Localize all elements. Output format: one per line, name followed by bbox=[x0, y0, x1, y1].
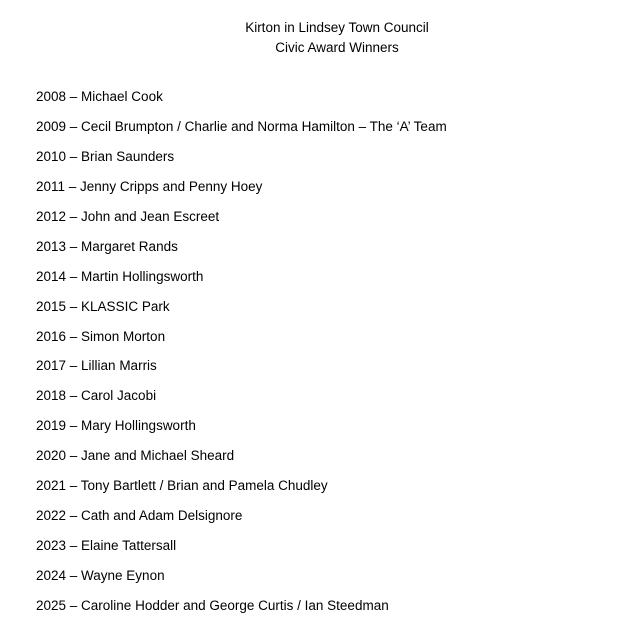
list-item: 2009 – Cecil Brumpton / Charlie and Norma Hamilton – The ‘A’ Team bbox=[36, 118, 447, 134]
list-item: 2014 – Martin Hollingsworth bbox=[36, 268, 204, 284]
document-header bbox=[0, 18, 642, 58]
list-item: 2022 – Cath and Adam Delsignore bbox=[36, 508, 243, 524]
council-title: Kirton in Lindsey Town Council bbox=[245, 20, 429, 35]
list-item: 2018 – Carol Jacobi bbox=[36, 388, 157, 404]
list-item: 2011 – Jenny Cripps and Penny Hoey bbox=[36, 178, 263, 194]
list-item: 2017 – Lillian Marris bbox=[36, 358, 157, 374]
list-item: 2019 – Mary Hollingsworth bbox=[36, 418, 196, 434]
list-item: 2021 – Tony Bartlett / Brian and Pamela Chudley bbox=[36, 478, 328, 494]
list-item: 2025 – Caroline Hodder and George Curtis / Ian Steedman bbox=[36, 597, 389, 613]
list-item: 2016 – Simon Morton bbox=[36, 328, 166, 344]
list-item: 2023 – Elaine Tattersall bbox=[36, 538, 177, 554]
list-item: 2008 – Michael Cook bbox=[36, 89, 163, 104]
award-winners-list bbox=[36, 87, 447, 626]
list-item: 2013 – Margaret Rands bbox=[36, 238, 178, 254]
list-item: 2010 – Brian Saunders bbox=[36, 148, 175, 164]
list-item: 2020 – Jane and Michael Sheard bbox=[36, 448, 235, 464]
list-item: 2015 – KLASSIC Park bbox=[36, 298, 170, 314]
list-item: 2024 – Wayne Eynon bbox=[36, 568, 165, 583]
award-title: Civic Award Winners bbox=[275, 40, 399, 55]
list-item: 2012 – John and Jean Escreet bbox=[36, 208, 220, 224]
